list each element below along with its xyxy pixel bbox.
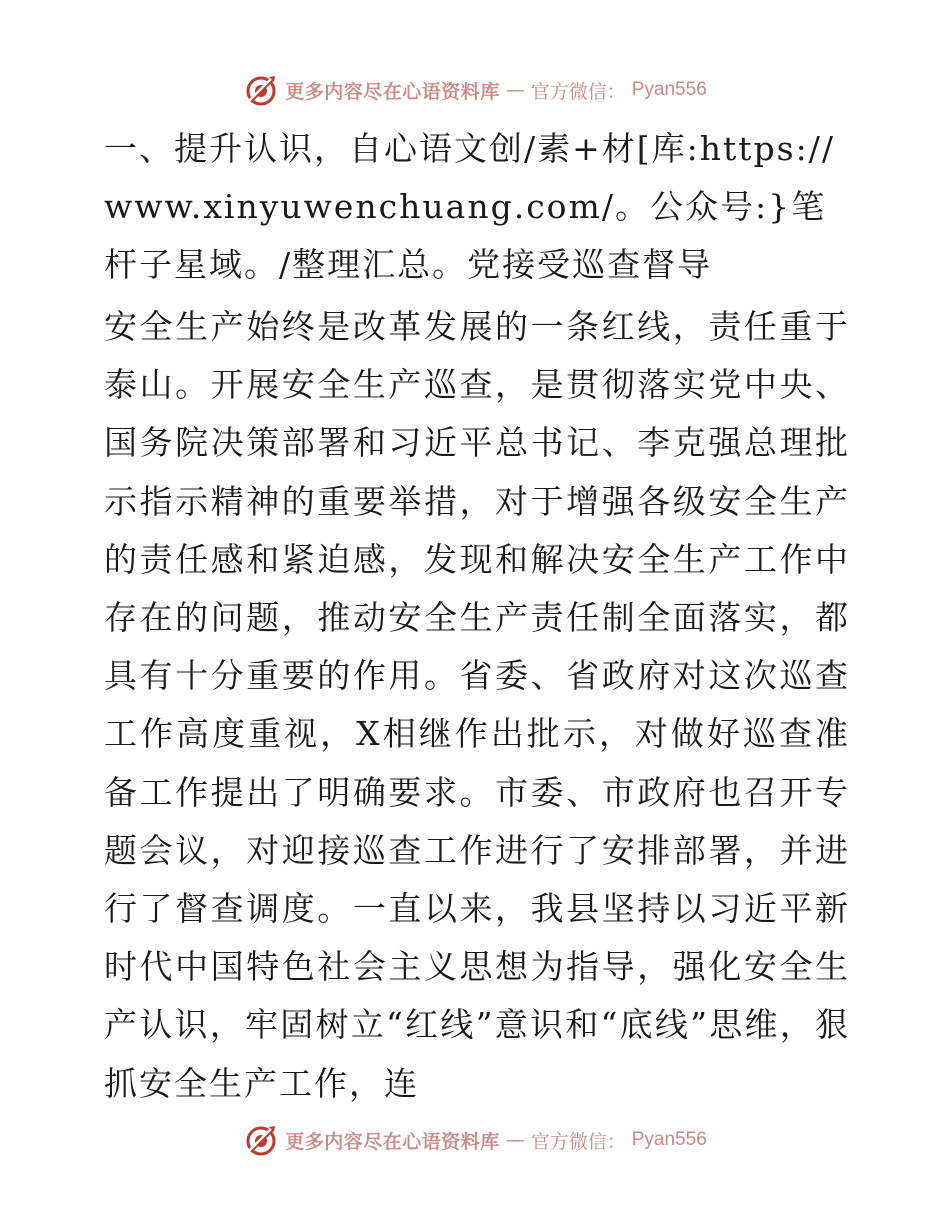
footer-wechat-label: 官方微信：: [530, 1130, 626, 1153]
header-separator: —: [505, 79, 525, 101]
header-banner: [0, 70, 950, 110]
header-wechat-id: Pyan556: [631, 79, 707, 100]
footer-wechat-id: Pyan556: [631, 1129, 707, 1150]
body-paragraph: 安全生产始终是改革发展的一条红线，责任重于泰山。开展安全生产巡查，是贯彻落实党中央、国务院决策部署和习近平总书记、李克强总理批示指示精神的重要举措，对于增强各级安全生产的责任感和紧迫感，发现和解决安全生产工作中存在的问题，推动安全生产责任制全面落实，都具有十分重要的作用。省委、省政府对这次巡查工作高度重视，X相继作出批示，对做好巡查准备工作提出了明确要求。市委、市政府也召开专题会议，对迎接巡查工作进行了安排部署，并进行了督查调度。一直以来，我县坚持以习近平新时代中国特色社会主义思想为指导，强化安全生产认识，牢固树立“红线”意识和“底线”思维，狠抓安全生产工作，连: [104, 307, 850, 1103]
footer-promo-text: 更多内容尽在心语资料库: [285, 1130, 500, 1153]
footer-separator: —: [505, 1129, 525, 1151]
section-heading: 一、提升认识，自心语文创/素+材[库:https://www.xinyuwenchuang.com/。公众号:}笔杆子星域。/整理汇总。党接受巡查督导: [104, 129, 835, 284]
footer-banner: [0, 1120, 950, 1160]
document-body: [98, 120, 850, 1113]
footer-brand-logo-icon: [243, 1122, 279, 1158]
header-promo-text: 更多内容尽在心语资料库: [285, 80, 500, 103]
brand-logo-icon: [243, 72, 279, 108]
header-wechat-label: 官方微信：: [530, 80, 626, 103]
